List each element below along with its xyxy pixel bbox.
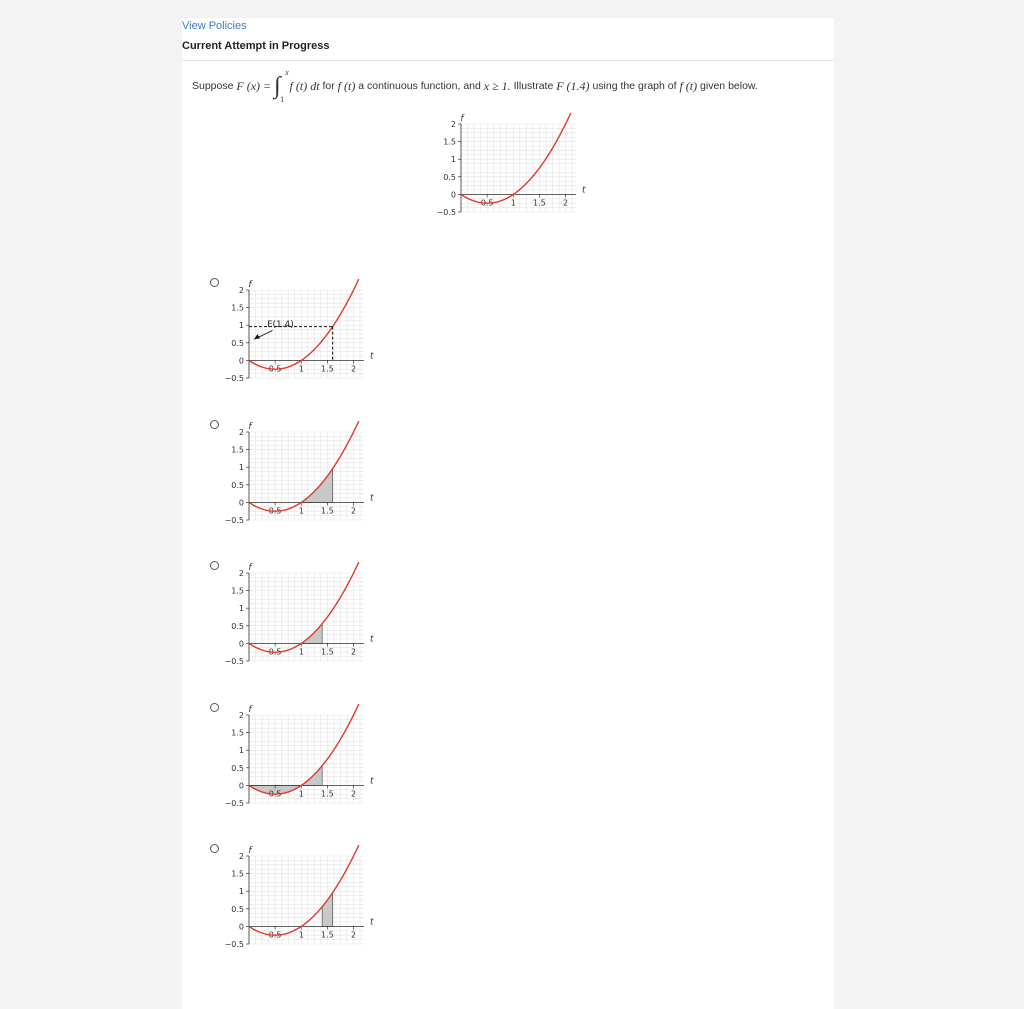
question-for: for xyxy=(322,80,335,92)
y-tick-label: 2 xyxy=(238,286,244,295)
integral-lower-limit: 1 xyxy=(280,95,285,104)
y-tick-label: −0.5 xyxy=(224,799,244,808)
y-tick-label: −0.5 xyxy=(224,940,244,949)
y-tick-label: 0 xyxy=(238,356,244,366)
y-tick-label: 1 xyxy=(238,463,244,473)
question-given: given below. xyxy=(700,80,758,92)
option-d-radio[interactable] xyxy=(210,703,219,712)
y-tick-label: −0.5 xyxy=(436,208,456,217)
y-tick-label: 0 xyxy=(238,922,244,932)
x-axis-label: t xyxy=(370,351,374,362)
option-c-radio[interactable] xyxy=(210,561,219,570)
y-tick-label: 0.5 xyxy=(231,904,244,914)
x-tick-label: 1 xyxy=(298,364,304,374)
y-tick-label: −0.5 xyxy=(224,657,244,666)
y-tick-label: 0.5 xyxy=(231,480,244,490)
question-illustrate: Illustrate xyxy=(513,80,554,92)
question-ft2: f (t) xyxy=(679,78,698,93)
y-tick-label: 1.5 xyxy=(231,869,244,879)
x-tick-label: 1.5 xyxy=(533,198,546,208)
x-tick-label: 2 xyxy=(350,647,357,657)
y-axis-label: f xyxy=(248,846,252,856)
x-tick-label: 1.5 xyxy=(321,647,334,657)
y-tick-label: 1.5 xyxy=(231,445,244,455)
question-fx: F (x) = xyxy=(236,78,272,93)
view-policies-link[interactable]: View Policies xyxy=(182,20,247,32)
y-tick-label: 1 xyxy=(238,746,244,756)
y-axis-label: f xyxy=(248,705,252,715)
x-axis-label: t xyxy=(370,634,374,645)
question-f14: F (1.4) xyxy=(556,78,590,93)
curve xyxy=(249,421,359,511)
question-text xyxy=(192,68,758,104)
y-tick-label: 0 xyxy=(450,190,456,200)
y-tick-label: 2 xyxy=(238,852,244,861)
question-intro: Suppose xyxy=(192,80,234,92)
y-axis-label: f xyxy=(248,422,252,432)
x-tick-label: 2 xyxy=(562,198,569,208)
y-tick-label: 2 xyxy=(450,120,456,129)
y-tick-label: 0.5 xyxy=(443,172,456,182)
y-tick-label: 0 xyxy=(238,781,244,791)
y-axis-label: f xyxy=(248,563,252,573)
option-e-graph[interactable] xyxy=(224,844,374,970)
y-tick-label: 0 xyxy=(238,498,244,508)
curve xyxy=(249,845,359,935)
y-axis-label: f xyxy=(460,114,464,124)
x-tick-label: 1 xyxy=(298,506,304,516)
attempt-status: Current Attempt in Progress xyxy=(182,40,330,52)
x-tick-label: 0.5 xyxy=(268,647,282,657)
y-tick-label: 0.5 xyxy=(231,621,244,631)
question-integrand: f (t) dt xyxy=(289,78,320,93)
y-tick-label: 1.5 xyxy=(231,586,244,596)
y-tick-label: 2 xyxy=(238,711,244,720)
option-a-radio[interactable] xyxy=(210,278,219,287)
question-middle: a continuous function, and xyxy=(358,80,481,92)
x-tick-label: 1.5 xyxy=(321,506,334,516)
question-condition: x ≥ 1. xyxy=(483,78,511,93)
curve xyxy=(461,113,571,203)
y-tick-label: 1.5 xyxy=(231,728,244,738)
option-c-graph[interactable] xyxy=(224,561,374,687)
y-tick-label: −0.5 xyxy=(224,374,244,383)
divider xyxy=(182,60,834,61)
annotation-label: F(1.4) xyxy=(267,319,294,330)
curve xyxy=(249,704,359,794)
x-tick-label: 1 xyxy=(510,198,516,208)
y-tick-label: 0.5 xyxy=(231,338,244,348)
shaded-area xyxy=(301,469,332,503)
y-tick-label: 2 xyxy=(238,428,244,437)
x-tick-label: 1.5 xyxy=(321,364,334,374)
y-tick-label: 1 xyxy=(238,321,244,331)
y-tick-label: 1.5 xyxy=(443,137,456,147)
option-d-graph[interactable] xyxy=(224,703,374,829)
x-tick-label: 0.5 xyxy=(268,506,282,516)
option-e-radio[interactable] xyxy=(210,844,219,853)
question-ft: f (t) xyxy=(337,78,356,93)
y-tick-label: 1 xyxy=(450,155,456,165)
y-tick-label: 1 xyxy=(238,887,244,897)
x-tick-label: 1 xyxy=(298,647,304,657)
x-axis-label: t xyxy=(370,917,374,928)
x-axis-label: t xyxy=(370,493,374,504)
y-tick-label: 0 xyxy=(238,639,244,649)
y-tick-label: 0.5 xyxy=(231,763,244,773)
y-tick-label: −0.5 xyxy=(224,516,244,525)
option-a-graph[interactable] xyxy=(224,278,374,404)
y-tick-label: 1 xyxy=(238,604,244,614)
x-tick-label: 2 xyxy=(350,789,357,799)
y-tick-label: 2 xyxy=(238,569,244,578)
x-tick-label: 2 xyxy=(350,364,357,374)
x-tick-label: 0.5 xyxy=(480,198,494,208)
integral-sign: ∫ x 1 xyxy=(274,68,289,104)
x-tick-label: 1 xyxy=(298,789,304,799)
x-tick-label: 0.5 xyxy=(268,930,282,940)
x-axis-label: t xyxy=(370,776,374,787)
x-tick-label: 2 xyxy=(350,506,357,516)
x-tick-label: 0.5 xyxy=(268,789,282,799)
integral-upper-limit: x xyxy=(285,68,289,77)
x-tick-label: 2 xyxy=(350,930,357,940)
option-b-radio[interactable] xyxy=(210,420,219,429)
reference-graph xyxy=(436,112,586,238)
question-using: using the graph of xyxy=(592,80,677,92)
y-axis-label: f xyxy=(248,280,252,290)
y-tick-label: 1.5 xyxy=(231,303,244,313)
x-tick-label: 1 xyxy=(298,930,304,940)
x-tick-label: 0.5 xyxy=(268,364,282,374)
x-tick-label: 1.5 xyxy=(321,930,334,940)
x-axis-label: t xyxy=(582,185,586,196)
curve xyxy=(249,279,359,369)
x-tick-label: 1.5 xyxy=(321,789,334,799)
curve xyxy=(249,562,359,652)
option-b-graph[interactable] xyxy=(224,420,374,546)
